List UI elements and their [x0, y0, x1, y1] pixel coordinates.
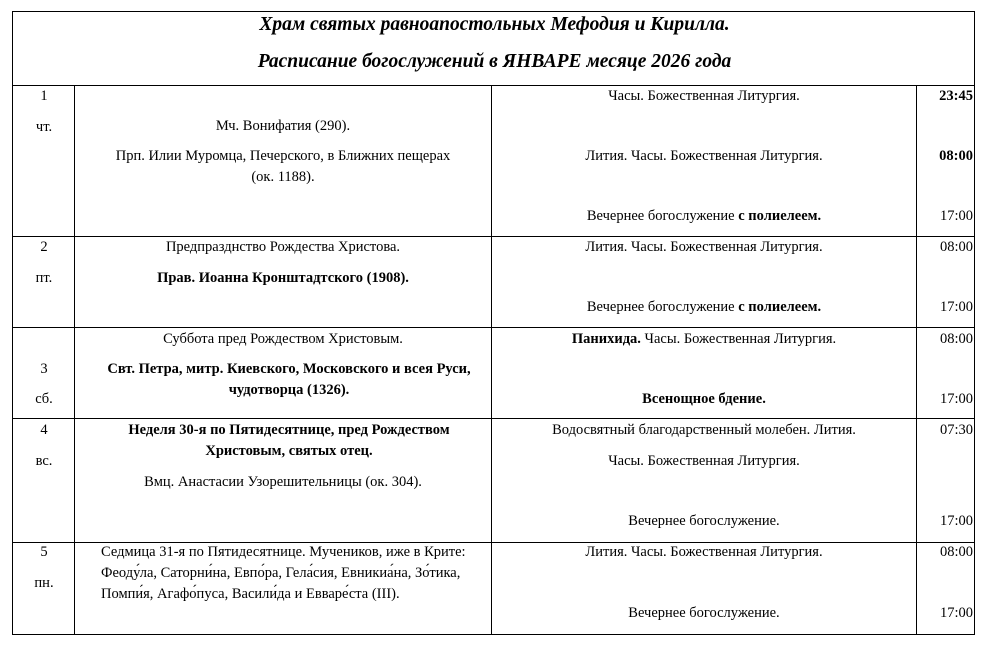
service-entry: Вечернее богослужение. [628, 513, 780, 529]
church-title: Храм святых равноапостольных Мефодия и Кирилла. [259, 14, 730, 35]
schedule-table [12, 11, 975, 635]
weekday: пт. [35, 270, 53, 286]
row-divider [13, 418, 974, 419]
saint-entry: Суббота пред Рождеством Христовым. [163, 331, 403, 347]
service-time: 08:00 [939, 148, 973, 164]
saint-entry: Вмц. Анастасии Узорешительницы (ок. 304). [144, 474, 422, 490]
saint-entry: Прав. Иоанна Кронштадтского (1908). [157, 270, 409, 286]
row-divider [13, 327, 974, 328]
saint-entry: Предпразднство Рождества Христова. [165, 239, 401, 255]
service-entry: Вечернее богослужение. [628, 605, 780, 621]
service-time: 08:00 [939, 239, 973, 255]
saint-entry: Седмица 31-я по Пятидесятнице. Мучеников, иже в Крите: Феоду́ла, Саторни́на, Евпо́ра, Гела́сия, Евникиа́на, Зо́тика, Помпи́я, Агафо́пуса, Васили́да и Евваре́ста (III). [101, 544, 466, 602]
weekday: чт. [35, 119, 53, 135]
saint-entry: Прп. Илии Муромца, Печерского, в Ближних пещерах (ок. 1188). [115, 148, 451, 185]
service-time: 08:00 [939, 331, 973, 347]
service-entry: Часы. Божественная Литургия. [608, 453, 800, 469]
weekday: пн. [34, 575, 54, 591]
saint-entry: Неделя 30-я по Пятидесятнице, пред Рождеством Христовым, святых отец. [128, 422, 450, 459]
day-number: 2 [40, 239, 48, 255]
weekday: вс. [35, 453, 53, 469]
service-time: 07:30 [939, 422, 973, 438]
service-entry: Вечернее богослужение с полиелеем. [586, 299, 822, 315]
saint-entry: Мч. Вонифатия (290). [215, 118, 351, 134]
service-entry: Лития. Часы. Божественная Литургия. [585, 544, 823, 560]
day-number: 3 [40, 361, 48, 377]
service-time: 17:00 [939, 208, 973, 224]
service-time: 17:00 [939, 513, 973, 529]
day-number: 1 [40, 88, 48, 104]
weekday: сб. [35, 391, 53, 407]
service-entry: Водосвятный благодарственный молебен. Лития. [552, 422, 856, 438]
service-entry: Вечернее богослужение с полиелеем. [586, 208, 822, 224]
day-number: 5 [40, 544, 48, 560]
service-entry: Лития. Часы. Божественная Литургия. [585, 148, 823, 164]
saint-entry: Свт. Петра, митр. Киевского, Московского и всея Руси, чудотворца (1326). [107, 361, 471, 398]
service-entry: Панихида. Часы. Божественная Литургия. [571, 331, 837, 347]
service-entry: Часы. Божественная Литургия. [608, 88, 800, 104]
service-time: 17:00 [939, 605, 973, 621]
schedule-title: Расписание богослужений в ЯНВАРЕ месяце 2026 года [257, 51, 732, 72]
service-entry: Всенощное бдение. [642, 391, 766, 407]
service-time: 17:00 [939, 299, 973, 315]
service-time: 08:00 [939, 544, 973, 560]
day-number: 4 [40, 422, 48, 438]
service-time: 23:45 [939, 88, 973, 104]
service-entry: Лития. Часы. Божественная Литургия. [585, 239, 823, 255]
service-time: 17:00 [939, 391, 973, 407]
